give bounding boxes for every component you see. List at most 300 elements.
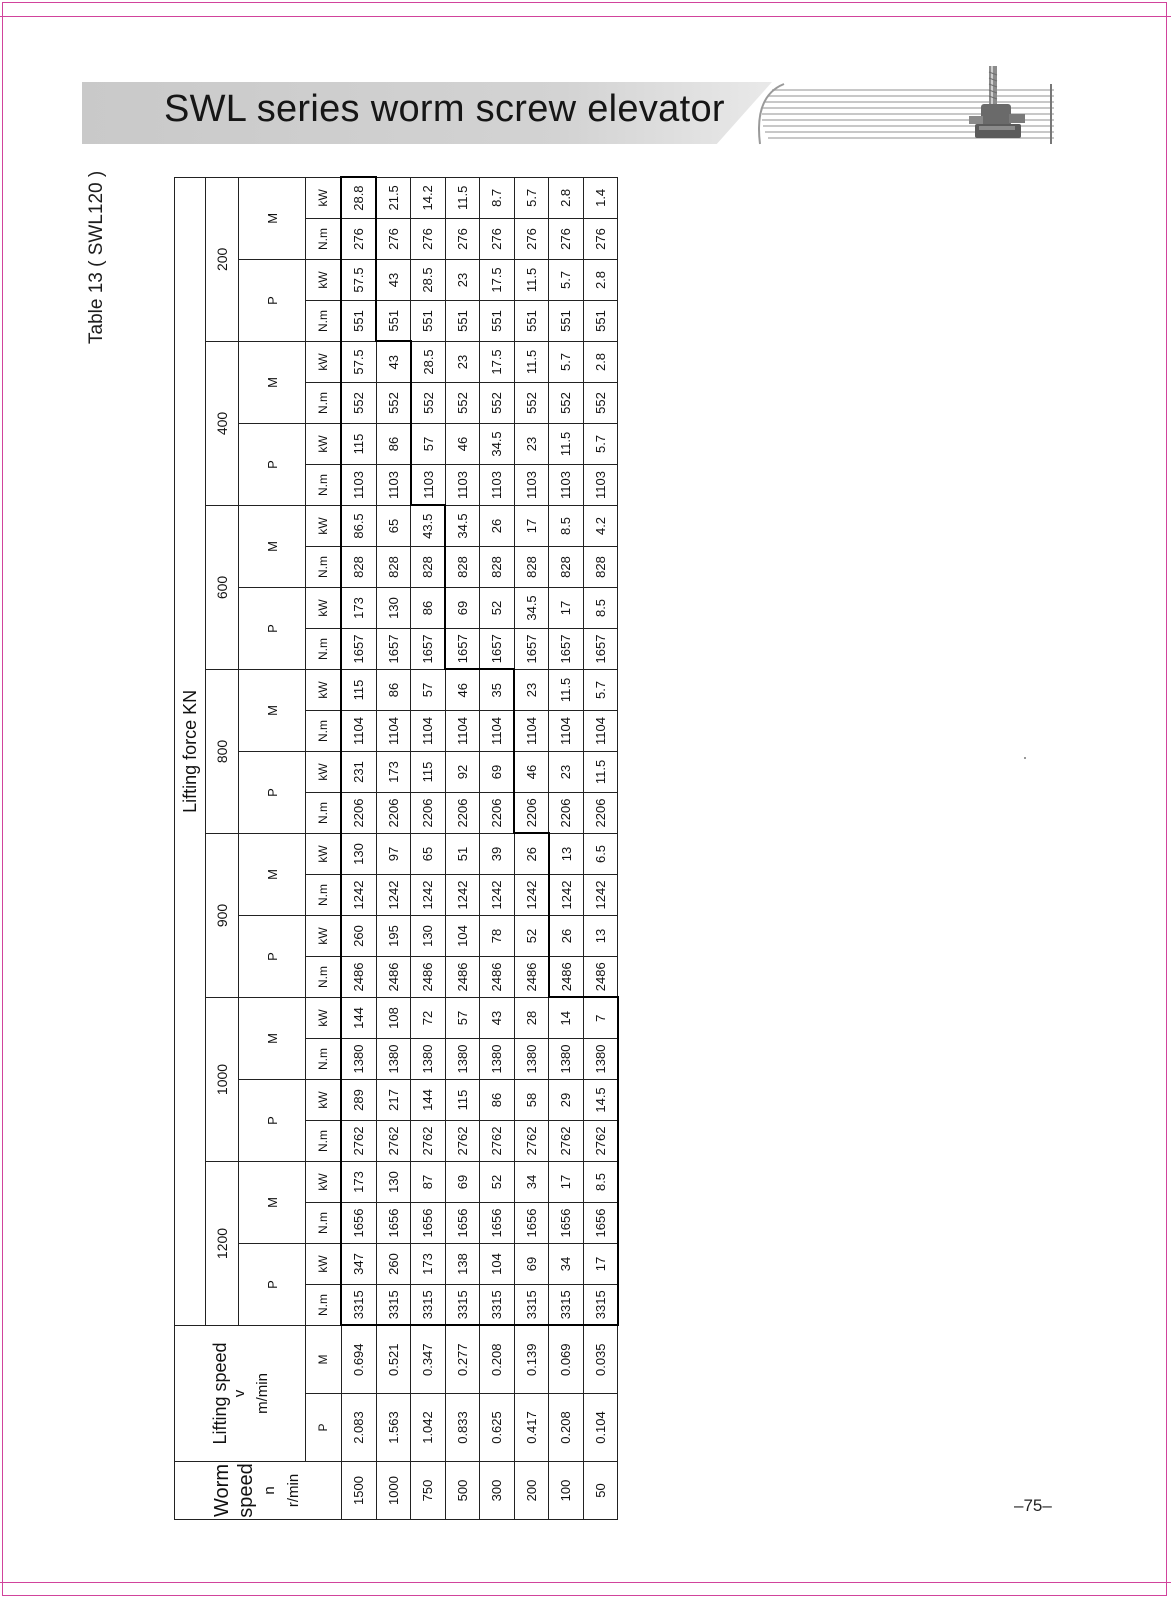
unit-header-kw: kW: [306, 587, 342, 628]
table-row: [376, 177, 411, 1519]
value-cell: 1242: [341, 874, 376, 915]
worm-elevator-product-image: [955, 66, 1035, 144]
value-cell: 2762: [445, 1120, 480, 1161]
value-cell: 144: [411, 1079, 446, 1120]
value-cell: 26: [549, 915, 584, 956]
value-cell: 130: [341, 833, 376, 874]
value-cell: 69: [445, 1161, 480, 1202]
unit-header-nm: N.m: [306, 1038, 342, 1079]
scan-dot: [1024, 757, 1026, 759]
value-cell: 23: [445, 259, 480, 300]
worm-n-label: n: [260, 1486, 278, 1495]
value-cell: 2762: [549, 1120, 584, 1161]
value-cell: 13: [583, 915, 618, 956]
value-cell: 8.5: [583, 1161, 618, 1202]
value-cell: 43.5: [411, 505, 446, 546]
value-cell: 1657: [549, 628, 584, 669]
speed-m-cell: 0.694: [341, 1325, 376, 1393]
value-cell: 276: [376, 218, 411, 259]
value-cell: 1380: [480, 1038, 515, 1079]
value-cell: 276: [445, 218, 480, 259]
value-cell: 2486: [376, 956, 411, 997]
lifting-speed-header: [175, 1325, 306, 1461]
worm-speed-cell: 300: [480, 1462, 515, 1520]
force-group-header: 800: [206, 669, 239, 833]
value-cell: 17: [583, 1243, 618, 1284]
value-cell: 1104: [445, 710, 480, 751]
value-cell: 551: [480, 300, 515, 341]
value-cell: 8.7: [480, 177, 515, 218]
value-cell: 21.5: [376, 177, 411, 218]
p-subgroup-header: P: [239, 423, 306, 505]
value-cell: 34.5: [514, 587, 549, 628]
value-cell: 2486: [549, 956, 584, 997]
value-cell: 2486: [411, 956, 446, 997]
value-cell: 276: [514, 218, 549, 259]
value-cell: 52: [514, 915, 549, 956]
unit-header-kw: kW: [306, 423, 342, 464]
value-cell: 23: [445, 341, 480, 382]
speed-p-cell: 2.083: [341, 1394, 376, 1462]
value-cell: 2206: [411, 792, 446, 833]
m-subgroup-header: M: [239, 997, 306, 1079]
unit-header-nm: N.m: [306, 1284, 342, 1325]
value-cell: 8.5: [583, 587, 618, 628]
value-cell: 2486: [514, 956, 549, 997]
lifting-speed-label: Lifting speed: [209, 1342, 230, 1445]
value-cell: 46: [514, 751, 549, 792]
value-cell: 51: [445, 833, 480, 874]
value-cell: 108: [376, 997, 411, 1038]
crop-line-bottom: [0, 1582, 1171, 1583]
value-cell: 43: [376, 259, 411, 300]
value-cell: 1380: [583, 1038, 618, 1079]
unit-header-nm: N.m: [306, 546, 342, 587]
value-cell: 276: [341, 218, 376, 259]
value-cell: 1103: [583, 464, 618, 505]
value-cell: 260: [376, 1243, 411, 1284]
speed-m-header: M: [306, 1325, 342, 1393]
value-cell: 1104: [411, 710, 446, 751]
speed-m-cell: 0.208: [480, 1325, 515, 1393]
value-cell: 552: [514, 382, 549, 423]
table-row: [341, 177, 376, 1519]
unit-header-nm: N.m: [306, 218, 342, 259]
value-cell: 17.5: [480, 341, 515, 382]
value-cell: 552: [411, 382, 446, 423]
value-cell: 7: [583, 997, 618, 1038]
unit-header-nm: N.m: [306, 710, 342, 751]
value-cell: 65: [411, 833, 446, 874]
value-cell: 551: [341, 300, 376, 341]
value-cell: 3315: [480, 1284, 515, 1325]
value-cell: 1104: [341, 710, 376, 751]
specification-table: [174, 176, 619, 1520]
value-cell: 276: [549, 218, 584, 259]
value-cell: 552: [480, 382, 515, 423]
value-cell: 1656: [549, 1202, 584, 1243]
value-cell: 34: [549, 1243, 584, 1284]
force-group-header: 600: [206, 505, 239, 669]
value-cell: 1242: [583, 874, 618, 915]
worm-speed-cell: 500: [445, 1462, 480, 1520]
unit-header-kw: kW: [306, 1161, 342, 1202]
value-cell: 43: [480, 997, 515, 1038]
value-cell: 1657: [480, 628, 515, 669]
value-cell: 5.7: [549, 259, 584, 300]
p-subgroup-header: P: [239, 587, 306, 669]
value-cell: 17: [549, 1161, 584, 1202]
value-cell: 828: [480, 546, 515, 587]
rotated-table-block: [84, 170, 608, 1520]
unit-header-nm: N.m: [306, 792, 342, 833]
unit-header-kw: kW: [306, 833, 342, 874]
page-title: SWL series worm screw elevator: [164, 88, 725, 130]
value-cell: 23: [549, 751, 584, 792]
value-cell: 3315: [514, 1284, 549, 1325]
value-cell: 57.5: [341, 341, 376, 382]
value-cell: 11.5: [549, 423, 584, 464]
value-cell: 6.5: [583, 833, 618, 874]
value-cell: 46: [445, 669, 480, 710]
value-cell: 2762: [411, 1120, 446, 1161]
m-subgroup-header: M: [239, 177, 306, 259]
value-cell: 11.5: [549, 669, 584, 710]
unit-header-kw: kW: [306, 669, 342, 710]
value-cell: 3315: [445, 1284, 480, 1325]
value-cell: 5.7: [549, 341, 584, 382]
value-cell: 1242: [411, 874, 446, 915]
value-cell: 72: [411, 997, 446, 1038]
value-cell: 28.8: [341, 177, 376, 218]
value-cell: 104: [445, 915, 480, 956]
value-cell: 26: [480, 505, 515, 546]
unit-header-kw: kW: [306, 341, 342, 382]
value-cell: 260: [341, 915, 376, 956]
worm-speed-cell: 200: [514, 1462, 549, 1520]
value-cell: 57: [411, 423, 446, 464]
value-cell: 276: [411, 218, 446, 259]
value-cell: 828: [341, 546, 376, 587]
value-cell: 34: [514, 1161, 549, 1202]
value-cell: 57: [445, 997, 480, 1038]
value-cell: 17.5: [480, 259, 515, 300]
value-cell: 115: [411, 751, 446, 792]
value-cell: 5.7: [514, 177, 549, 218]
value-cell: 1103: [514, 464, 549, 505]
value-cell: 1656: [583, 1202, 618, 1243]
crop-line-top: [0, 16, 1171, 17]
value-cell: 276: [583, 218, 618, 259]
m-subgroup-header: M: [239, 505, 306, 587]
value-cell: 289: [341, 1079, 376, 1120]
value-cell: 828: [445, 546, 480, 587]
value-cell: 11.5: [583, 751, 618, 792]
value-cell: 97: [376, 833, 411, 874]
value-cell: 2762: [480, 1120, 515, 1161]
value-cell: 23: [514, 669, 549, 710]
worm-speed-cell: 750: [411, 1462, 446, 1520]
value-cell: 1104: [549, 710, 584, 751]
unit-header-nm: N.m: [306, 956, 342, 997]
value-cell: 1656: [514, 1202, 549, 1243]
value-cell: 2206: [549, 792, 584, 833]
value-cell: 1242: [514, 874, 549, 915]
value-cell: 2.8: [583, 341, 618, 382]
value-cell: 1380: [549, 1038, 584, 1079]
value-cell: 2206: [341, 792, 376, 833]
value-cell: 52: [480, 587, 515, 628]
value-cell: 86: [376, 423, 411, 464]
table-caption: Table 13 ( SWL120 ): [86, 170, 107, 344]
value-cell: 23: [514, 423, 549, 464]
value-cell: 828: [514, 546, 549, 587]
value-cell: 2486: [341, 956, 376, 997]
value-cell: 29: [549, 1079, 584, 1120]
value-cell: 28.5: [411, 259, 446, 300]
speed-m-cell: 0.521: [376, 1325, 411, 1393]
value-cell: 828: [411, 546, 446, 587]
value-cell: 1657: [411, 628, 446, 669]
worm-speed-cell: 100: [549, 1462, 584, 1520]
value-cell: 551: [411, 300, 446, 341]
value-cell: 5.7: [583, 669, 618, 710]
value-cell: 552: [549, 382, 584, 423]
value-cell: 115: [341, 669, 376, 710]
value-cell: 1242: [480, 874, 515, 915]
value-cell: 552: [341, 382, 376, 423]
worm-speed-cell: 50: [583, 1462, 618, 1520]
worm-unit-label: r/min: [284, 1473, 302, 1508]
value-cell: 115: [445, 1079, 480, 1120]
speed-m-cell: 0.035: [583, 1325, 618, 1393]
value-cell: 552: [376, 382, 411, 423]
table-row: [583, 177, 618, 1519]
value-cell: 551: [583, 300, 618, 341]
value-cell: 1380: [411, 1038, 446, 1079]
value-cell: 1104: [376, 710, 411, 751]
m-subgroup-header: M: [239, 341, 306, 423]
page-number: –75–: [1014, 1496, 1052, 1515]
value-cell: 11.5: [514, 341, 549, 382]
value-cell: 1104: [583, 710, 618, 751]
value-cell: 86: [411, 587, 446, 628]
value-cell: 138: [445, 1243, 480, 1284]
speed-p-cell: 1.563: [376, 1394, 411, 1462]
unit-header-kw: kW: [306, 1079, 342, 1120]
value-cell: 11.5: [445, 177, 480, 218]
value-cell: 2.8: [583, 259, 618, 300]
value-cell: 26: [514, 833, 549, 874]
value-cell: 1657: [341, 628, 376, 669]
value-cell: 34.5: [480, 423, 515, 464]
value-cell: 17: [514, 505, 549, 546]
value-cell: 551: [445, 300, 480, 341]
value-cell: 57: [411, 669, 446, 710]
value-cell: 552: [583, 382, 618, 423]
value-cell: 28: [514, 997, 549, 1038]
value-cell: 86: [480, 1079, 515, 1120]
value-cell: 87: [411, 1161, 446, 1202]
unit-header-kw: kW: [306, 997, 342, 1038]
speed-m-cell: 0.069: [549, 1325, 584, 1393]
table-row: [549, 177, 584, 1519]
unit-header-kw: kW: [306, 751, 342, 792]
value-cell: 1104: [514, 710, 549, 751]
value-cell: 130: [376, 587, 411, 628]
value-cell: 1656: [341, 1202, 376, 1243]
value-cell: 57.5: [341, 259, 376, 300]
table-row: [480, 177, 515, 1519]
value-cell: 1657: [376, 628, 411, 669]
value-cell: 828: [549, 546, 584, 587]
force-group-header: 1000: [206, 997, 239, 1161]
value-cell: 1242: [376, 874, 411, 915]
lifting-unit-label: m/min: [253, 1373, 271, 1414]
value-cell: 14: [549, 997, 584, 1038]
worm-speed-header: [175, 1462, 342, 1520]
value-cell: 276: [480, 218, 515, 259]
value-cell: 92: [445, 751, 480, 792]
value-cell: 130: [411, 915, 446, 956]
value-cell: 3315: [583, 1284, 618, 1325]
speed-m-cell: 0.277: [445, 1325, 480, 1393]
unit-header-nm: N.m: [306, 874, 342, 915]
value-cell: 1104: [480, 710, 515, 751]
value-cell: 173: [341, 1161, 376, 1202]
value-cell: 195: [376, 915, 411, 956]
value-cell: 5.7: [583, 423, 618, 464]
value-cell: 217: [376, 1079, 411, 1120]
value-cell: 35: [480, 669, 515, 710]
value-cell: 2206: [480, 792, 515, 833]
value-cell: 65: [376, 505, 411, 546]
m-subgroup-header: M: [239, 833, 306, 915]
value-cell: 1242: [549, 874, 584, 915]
unit-header-kw: kW: [306, 915, 342, 956]
value-cell: 1657: [514, 628, 549, 669]
unit-header-nm: N.m: [306, 1120, 342, 1161]
value-cell: 78: [480, 915, 515, 956]
value-cell: 2206: [445, 792, 480, 833]
speed-p-cell: 0.417: [514, 1394, 549, 1462]
value-cell: 1380: [514, 1038, 549, 1079]
value-cell: 52: [480, 1161, 515, 1202]
value-cell: 46: [445, 423, 480, 464]
m-subgroup-header: M: [239, 1161, 306, 1243]
table-row: [514, 177, 549, 1519]
value-cell: 43: [376, 341, 411, 382]
value-cell: 828: [376, 546, 411, 587]
speed-p-cell: 1.042: [411, 1394, 446, 1462]
value-cell: 4.2: [583, 505, 618, 546]
speed-m-cell: 0.347: [411, 1325, 446, 1393]
value-cell: 2486: [445, 956, 480, 997]
value-cell: 104: [480, 1243, 515, 1284]
value-cell: 1380: [376, 1038, 411, 1079]
p-subgroup-header: P: [239, 1079, 306, 1161]
speed-m-cell: 0.139: [514, 1325, 549, 1393]
value-cell: 1657: [583, 628, 618, 669]
value-cell: 1103: [341, 464, 376, 505]
value-cell: 69: [514, 1243, 549, 1284]
speed-p-cell: 0.104: [583, 1394, 618, 1462]
value-cell: 58: [514, 1079, 549, 1120]
m-subgroup-header: M: [239, 669, 306, 751]
value-cell: 3315: [411, 1284, 446, 1325]
value-cell: 1656: [480, 1202, 515, 1243]
value-cell: 144: [341, 997, 376, 1038]
value-cell: 130: [376, 1161, 411, 1202]
value-cell: 1103: [376, 464, 411, 505]
value-cell: 551: [549, 300, 584, 341]
value-cell: 8.5: [549, 505, 584, 546]
value-cell: 173: [411, 1243, 446, 1284]
value-cell: 3315: [549, 1284, 584, 1325]
lifting-force-header: Lifting force KN: [175, 177, 206, 1325]
value-cell: 347: [341, 1243, 376, 1284]
unit-header-nm: N.m: [306, 1202, 342, 1243]
value-cell: 1103: [549, 464, 584, 505]
speed-p-cell: 0.833: [445, 1394, 480, 1462]
value-cell: 173: [341, 587, 376, 628]
unit-header-nm: N.m: [306, 464, 342, 505]
value-cell: 69: [445, 587, 480, 628]
unit-header-kw: kW: [306, 1243, 342, 1284]
value-cell: 2206: [583, 792, 618, 833]
value-cell: 2.8: [549, 177, 584, 218]
value-cell: 1242: [445, 874, 480, 915]
value-cell: 1657: [445, 628, 480, 669]
value-cell: 14.5: [583, 1079, 618, 1120]
value-cell: 2762: [376, 1120, 411, 1161]
value-cell: 1380: [341, 1038, 376, 1079]
value-cell: 2762: [341, 1120, 376, 1161]
lifting-v-label: v: [230, 1389, 248, 1398]
value-cell: 115: [341, 423, 376, 464]
worm-speed-cell: 1500: [341, 1462, 376, 1520]
worm-speed-cell: 1000: [376, 1462, 411, 1520]
unit-header-kw: kW: [306, 505, 342, 546]
p-subgroup-header: P: [239, 915, 306, 997]
value-cell: 2486: [480, 956, 515, 997]
force-group-header: 400: [206, 341, 239, 505]
value-cell: 1656: [411, 1202, 446, 1243]
value-cell: 1656: [445, 1202, 480, 1243]
p-subgroup-header: P: [239, 1243, 306, 1325]
value-cell: 13: [549, 833, 584, 874]
value-cell: 1380: [445, 1038, 480, 1079]
value-cell: 17: [549, 587, 584, 628]
value-cell: 2762: [514, 1120, 549, 1161]
value-cell: 86: [376, 669, 411, 710]
value-cell: 1103: [445, 464, 480, 505]
value-cell: 2206: [514, 792, 549, 833]
worm-speed-label: Worm speed: [210, 1463, 257, 1518]
unit-header-nm: N.m: [306, 628, 342, 669]
speed-p-header: P: [306, 1394, 342, 1462]
value-cell: 828: [583, 546, 618, 587]
value-cell: 1103: [480, 464, 515, 505]
p-subgroup-header: P: [239, 259, 306, 341]
unit-header-nm: N.m: [306, 300, 342, 341]
value-cell: 551: [514, 300, 549, 341]
value-cell: 2762: [583, 1120, 618, 1161]
value-cell: 551: [376, 300, 411, 341]
speed-p-cell: 0.625: [480, 1394, 515, 1462]
unit-header-kw: kW: [306, 259, 342, 300]
value-cell: 86.5: [341, 505, 376, 546]
